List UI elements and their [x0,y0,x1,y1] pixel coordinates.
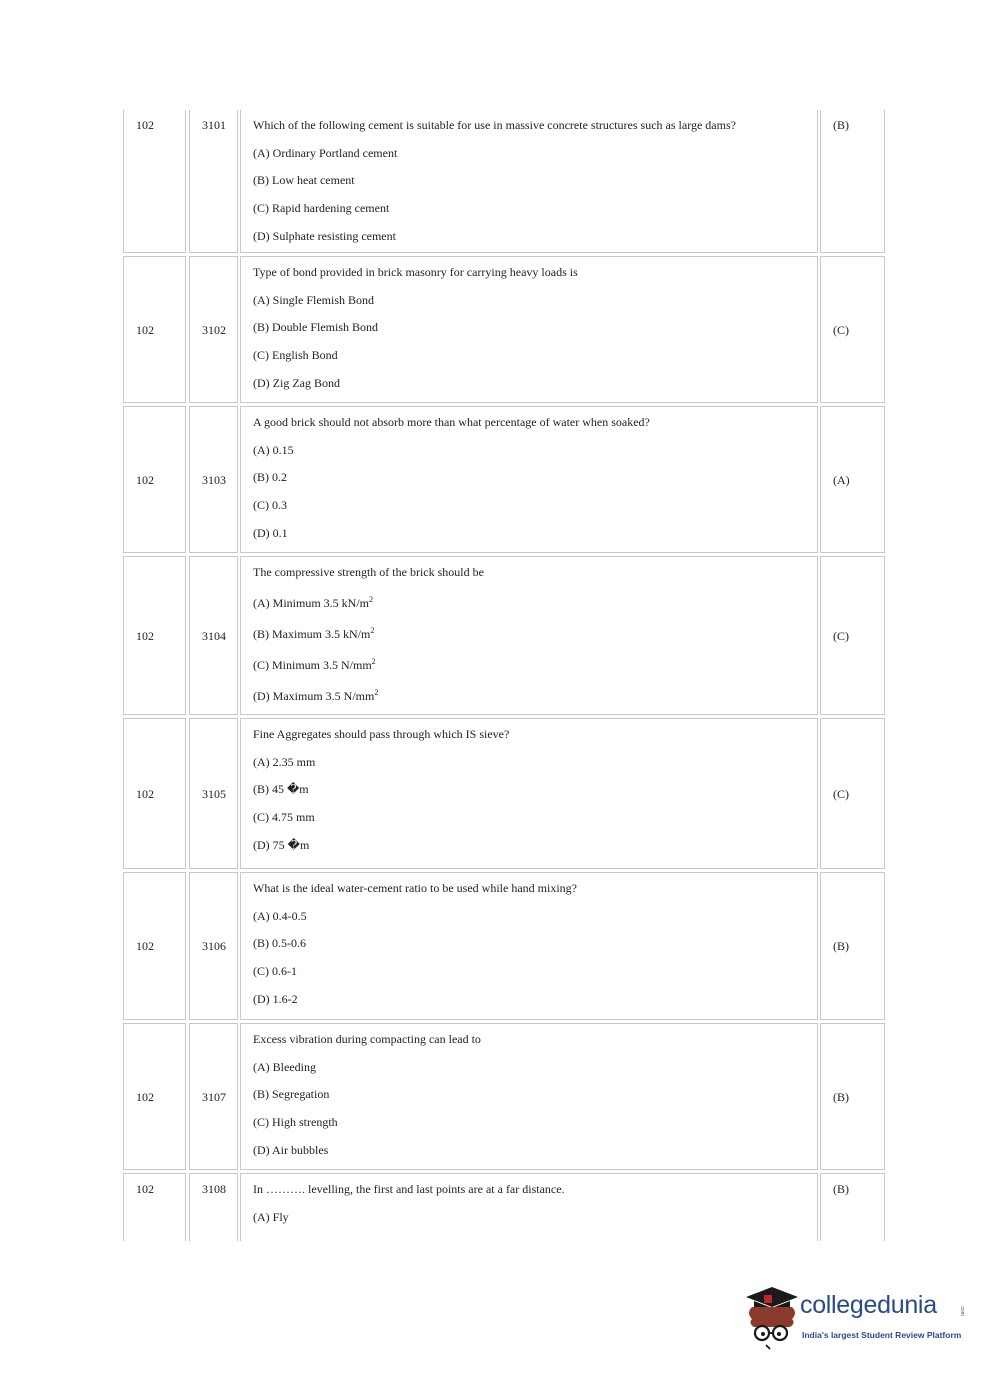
option [253,596,807,627]
question-text: Fine Aggregates should pass through which IS sieve? [253,727,510,741]
question-text: In ………. levelling, the first and last points are at a far distance. [253,1182,565,1196]
answer-key: (C) [833,322,849,337]
subject-code-cell [123,1023,186,1170]
question-cell [240,718,818,869]
option: (C) English Bond [253,348,338,363]
answer-key: (B) [833,1182,849,1196]
option: (A) Single Flemish Bond [253,292,375,307]
option: (D) 1.6-2 [253,991,298,1006]
question-block [253,727,807,865]
question-number: 3107 [202,1089,226,1104]
answer-cell [820,256,885,403]
subject-code-cell [123,1173,186,1241]
question-block [253,118,807,256]
question-number-cell [189,406,238,553]
question-cell [240,1173,818,1241]
subject-code-cell [123,718,186,869]
option: (D) Sulphate resisting cement [253,228,396,243]
option: (D) 75 �m [253,837,310,852]
subject-code-cell [123,406,186,553]
option-text: (C) Minimum 3.5 N/mm [253,658,372,672]
question-number: 3102 [202,322,226,337]
answer-key: (B) [833,1089,849,1104]
subject-code: 102 [136,1182,154,1196]
question-number-cell [189,1173,238,1241]
question-number: 3108 [202,1182,226,1196]
question-text: The compressive strength of the brick should be [253,565,484,579]
logo-suffix: .com [959,1305,965,1316]
option-superscript: 2 [374,688,379,697]
question-number: 3101 [202,118,226,132]
question-number: 3105 [202,786,226,801]
option: (D) Air bubbles [253,1142,329,1157]
question-text: Type of bond provided in brick masonry for carrying heavy loads is [253,265,578,279]
answer-key: (C) [833,628,849,643]
option: (B) 45 �m [253,782,309,797]
option [253,627,807,658]
question-number-cell [189,718,238,869]
question-cell [240,406,818,553]
question-number-cell [189,872,238,1020]
question-text: A good brick should not absorb more than what percentage of water when soaked? [253,415,650,429]
question-number: 3106 [202,939,226,953]
answer-cell [820,406,885,553]
option: (A) Fly [253,1209,289,1224]
option-text: (B) Maximum 3.5 kN/m [253,627,371,641]
question-block [253,1182,807,1237]
option: (A) Bleeding [253,1059,316,1074]
question-block [253,1032,807,1170]
question-block [253,881,807,1019]
subject-code-cell [123,256,186,403]
answer-key: (A) [833,472,850,487]
collegedunia-logo [742,1283,970,1355]
table-row [123,110,885,253]
question-block [253,565,807,720]
table-row [123,406,885,553]
question-cell [240,256,818,403]
table-row [123,718,885,869]
answer-cell [820,1023,885,1170]
option: (B) Segregation [253,1087,330,1102]
option: (C) 4.75 mm [253,810,315,825]
answer-cell [820,110,885,253]
table-row [123,256,885,403]
option: (A) 0.4-0.5 [253,908,307,923]
option: (A) Ordinary Portland cement [253,145,398,160]
question-number: 3104 [202,628,226,643]
option: (C) 0.3 [253,498,287,513]
question-number-cell [189,110,238,253]
option: (A) 0.15 [253,442,294,457]
subject-code: 102 [136,472,154,487]
option: (D) Zig Zag Bond [253,375,340,390]
question-number-cell [189,1023,238,1170]
question-number-cell [189,556,238,715]
mascot-icon [742,1283,802,1355]
subject-code-cell [123,110,186,253]
table-row [123,1023,885,1170]
option: (B) Low heat cement [253,173,355,188]
option: (C) 0.6-1 [253,964,297,979]
subject-code-cell [123,872,186,1020]
subject-code-cell [123,556,186,715]
question-cell [240,872,818,1020]
option-superscript: 2 [369,595,373,604]
question-cell [240,556,818,715]
logo-wordmark: collegedunia [800,1291,937,1319]
option: (C) High strength [253,1115,338,1130]
table-row [123,556,885,715]
question-block [253,265,807,403]
option-superscript: 2 [370,626,375,635]
option: (B) Double Flemish Bond [253,320,378,335]
question-cell [240,1023,818,1170]
option-text: (A) Minimum 3.5 kN/m [253,596,369,610]
answer-cell [820,872,885,1020]
option-text: (D) Maximum 3.5 N/mm [253,689,375,703]
subject-code: 102 [136,1089,154,1104]
table-row [123,1173,885,1241]
option [253,658,807,689]
subject-code: 102 [136,118,154,132]
option: (B) 0.5-0.6 [253,936,306,951]
option: (B) 0.2 [253,470,287,485]
subject-code: 102 [136,786,154,801]
answer-key: (B) [833,939,849,953]
answer-cell [820,1173,885,1241]
option-superscript: 2 [371,657,376,666]
question-cell [240,110,818,253]
subject-code: 102 [136,939,154,953]
answer-cell [820,718,885,869]
question-text: Excess vibration during compacting can lead to [253,1032,481,1046]
answer-key: (B) [833,118,849,132]
logo-tagline: India's largest Student Review Platform [802,1330,962,1340]
answer-cell [820,556,885,715]
answer-key: (C) [833,786,849,801]
question-number-cell [189,256,238,403]
question-number: 3103 [202,472,226,487]
subject-code: 102 [136,628,154,643]
question-block [253,415,807,553]
option: (D) 0.1 [253,525,288,540]
option: (C) Rapid hardening cement [253,201,390,216]
table-row [123,872,885,1020]
option: (A) 2.35 mm [253,754,316,769]
question-text: Which of the following cement is suitable for use in massive concrete structures such as large dams? [253,118,736,132]
subject-code: 102 [136,322,154,337]
question-text: What is the ideal water-cement ratio to be used while hand mixing? [253,881,577,895]
option [253,689,807,720]
